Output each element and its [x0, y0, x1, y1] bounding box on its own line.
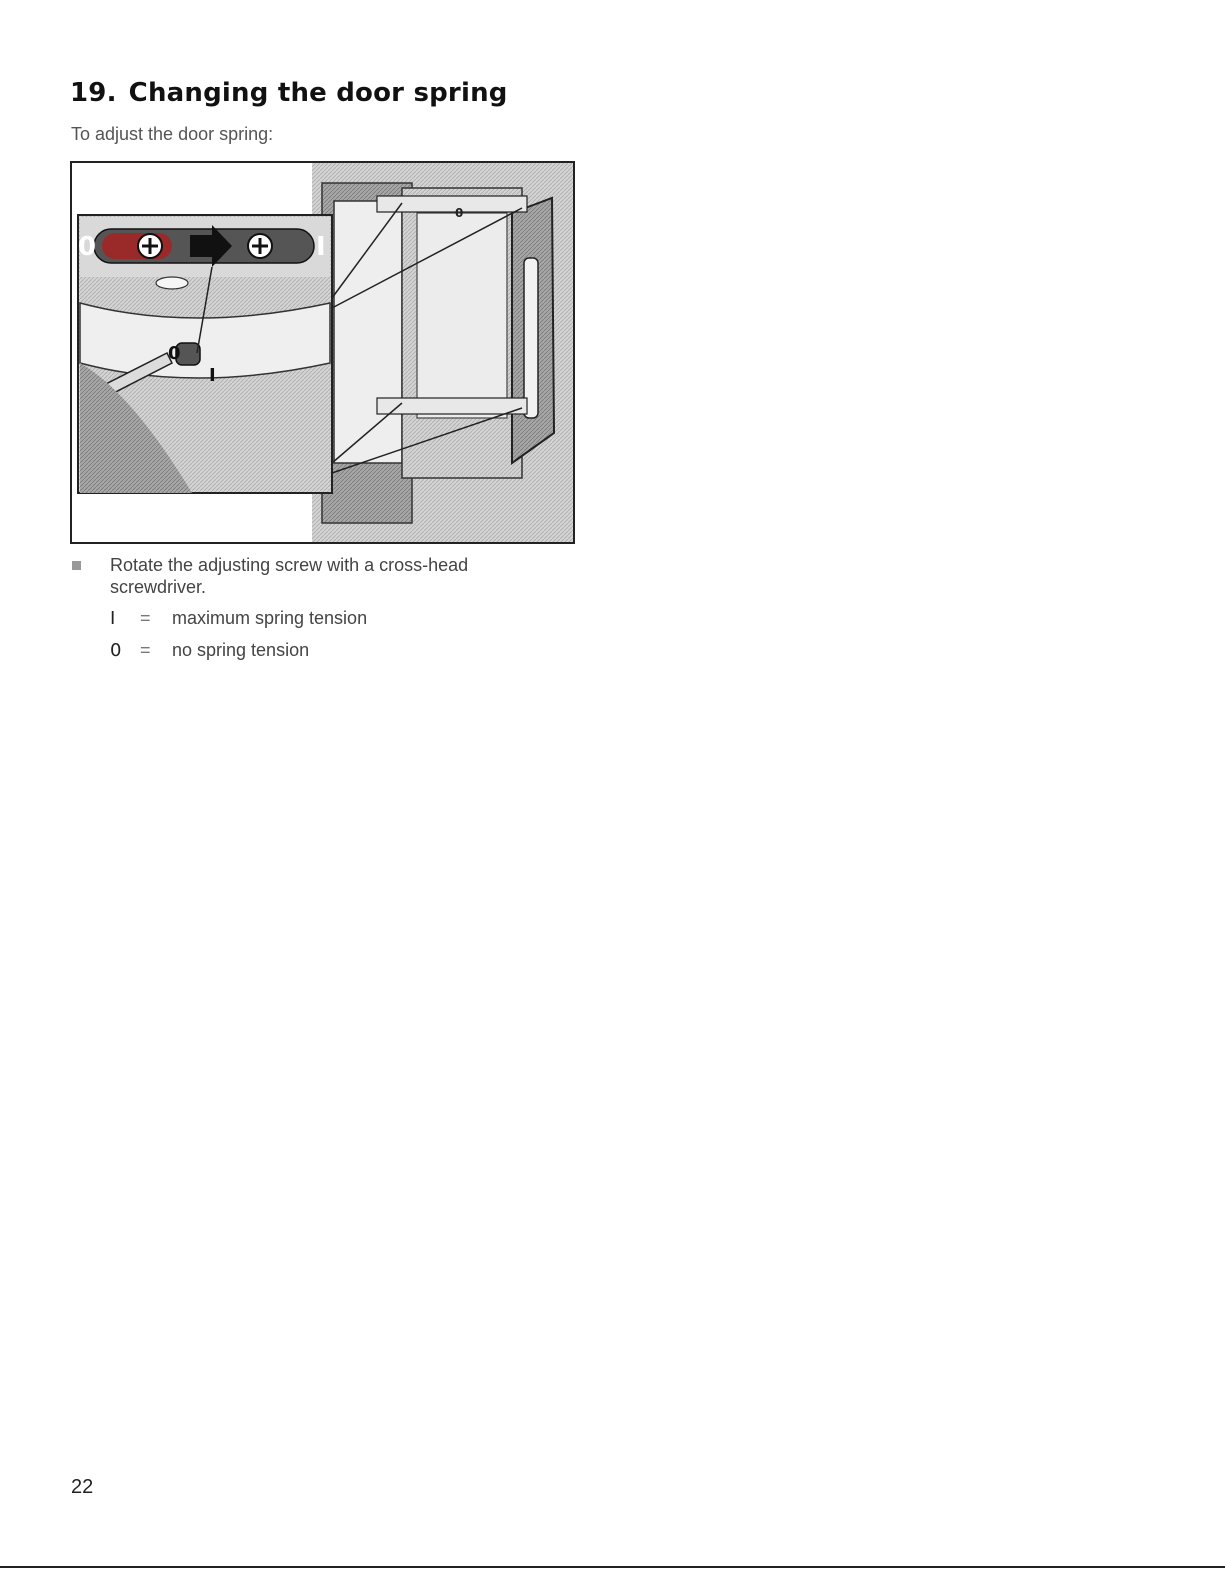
door-shape — [512, 198, 554, 463]
legend-description: no spring tension — [172, 640, 310, 660]
section-title: Changing the door spring — [128, 78, 508, 108]
screw-zero-label: 0 — [168, 343, 181, 364]
intro-text: To adjust the door spring: — [71, 124, 274, 144]
slot-one-label: I — [316, 232, 326, 262]
legend-equals: = — [140, 640, 151, 660]
legend-symbol: 0 — [110, 640, 122, 661]
screw-one-label: I — [209, 365, 216, 386]
hinge-marker-label: 0 — [455, 206, 464, 220]
bullet-square-icon — [72, 561, 81, 570]
instruction-text: Rotate the adjusting screw with a cross-head screwdriver. — [110, 555, 469, 597]
slot-zero-label: 0 — [78, 232, 97, 262]
legend-equals: = — [140, 608, 151, 628]
bottom-rule — [0, 1566, 1225, 1568]
section-heading — [70, 78, 508, 108]
page-number: 22 — [71, 1476, 94, 1498]
illustration-drawing — [72, 163, 573, 542]
legend-symbol: I — [110, 608, 116, 629]
door-spring-illustration — [70, 161, 575, 544]
legend-description: maximum spring tension — [172, 608, 368, 628]
section-number: 19. — [70, 78, 117, 108]
